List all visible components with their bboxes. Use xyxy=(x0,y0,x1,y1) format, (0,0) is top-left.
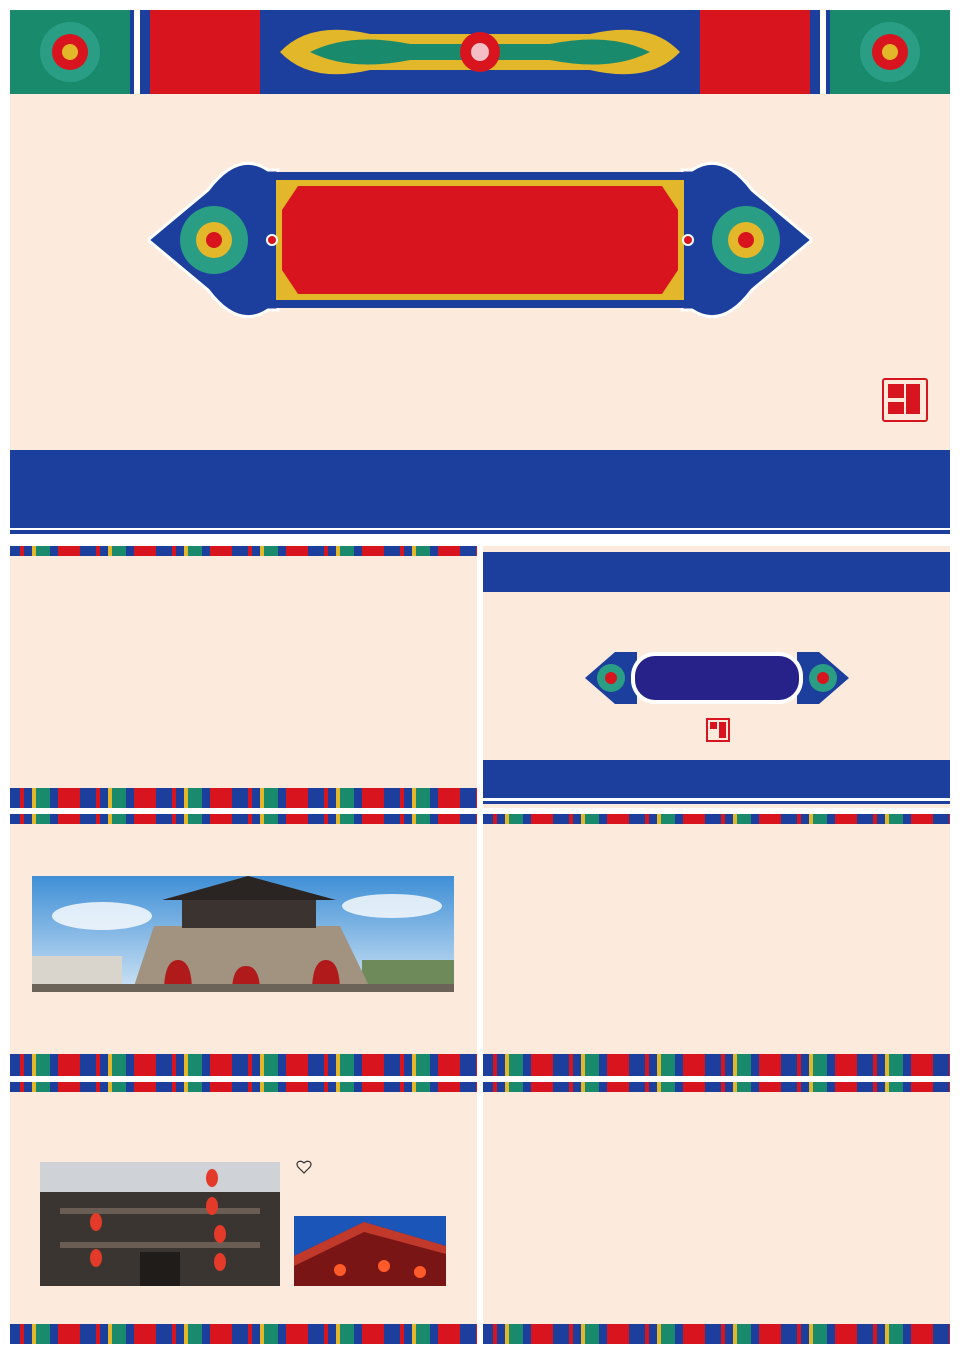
slide5-top-band xyxy=(483,814,950,824)
architecture-grid-slide[interactable] xyxy=(483,1082,950,1344)
gallery-slide[interactable] xyxy=(10,1082,477,1344)
title-cartouche xyxy=(148,150,812,330)
bottom-scallop-band xyxy=(483,760,950,804)
toc-slide[interactable] xyxy=(10,546,477,808)
bottom-scallop-band xyxy=(10,444,950,536)
cover-slide[interactable] xyxy=(10,10,950,536)
slide5-bottom-band xyxy=(483,1054,950,1076)
top-border-band xyxy=(10,546,477,556)
bottom-border-band xyxy=(483,1324,950,1344)
top-scallop-band xyxy=(483,552,950,592)
photo-features-slide[interactable] xyxy=(10,814,477,1076)
bottom-border-band xyxy=(10,1324,477,1344)
top-border-band xyxy=(10,1082,477,1092)
drum-tower-photo xyxy=(32,876,454,992)
lantern-eaves-photo xyxy=(294,1216,446,1286)
chart-slide[interactable] xyxy=(483,814,950,1076)
section-slide[interactable] xyxy=(483,546,950,808)
top-border-band xyxy=(483,1082,950,1092)
top-ornament-band xyxy=(10,10,950,94)
seal-stamp xyxy=(882,378,928,422)
slide4-top-band xyxy=(10,814,477,824)
heart-icon xyxy=(296,1160,312,1174)
courtyard-photo xyxy=(40,1162,280,1286)
bar-chart xyxy=(533,890,899,1010)
section-cartouche xyxy=(585,646,849,710)
slide4-bottom-band xyxy=(10,1054,477,1076)
bottom-border-band xyxy=(10,788,477,808)
section-seal xyxy=(706,718,730,742)
